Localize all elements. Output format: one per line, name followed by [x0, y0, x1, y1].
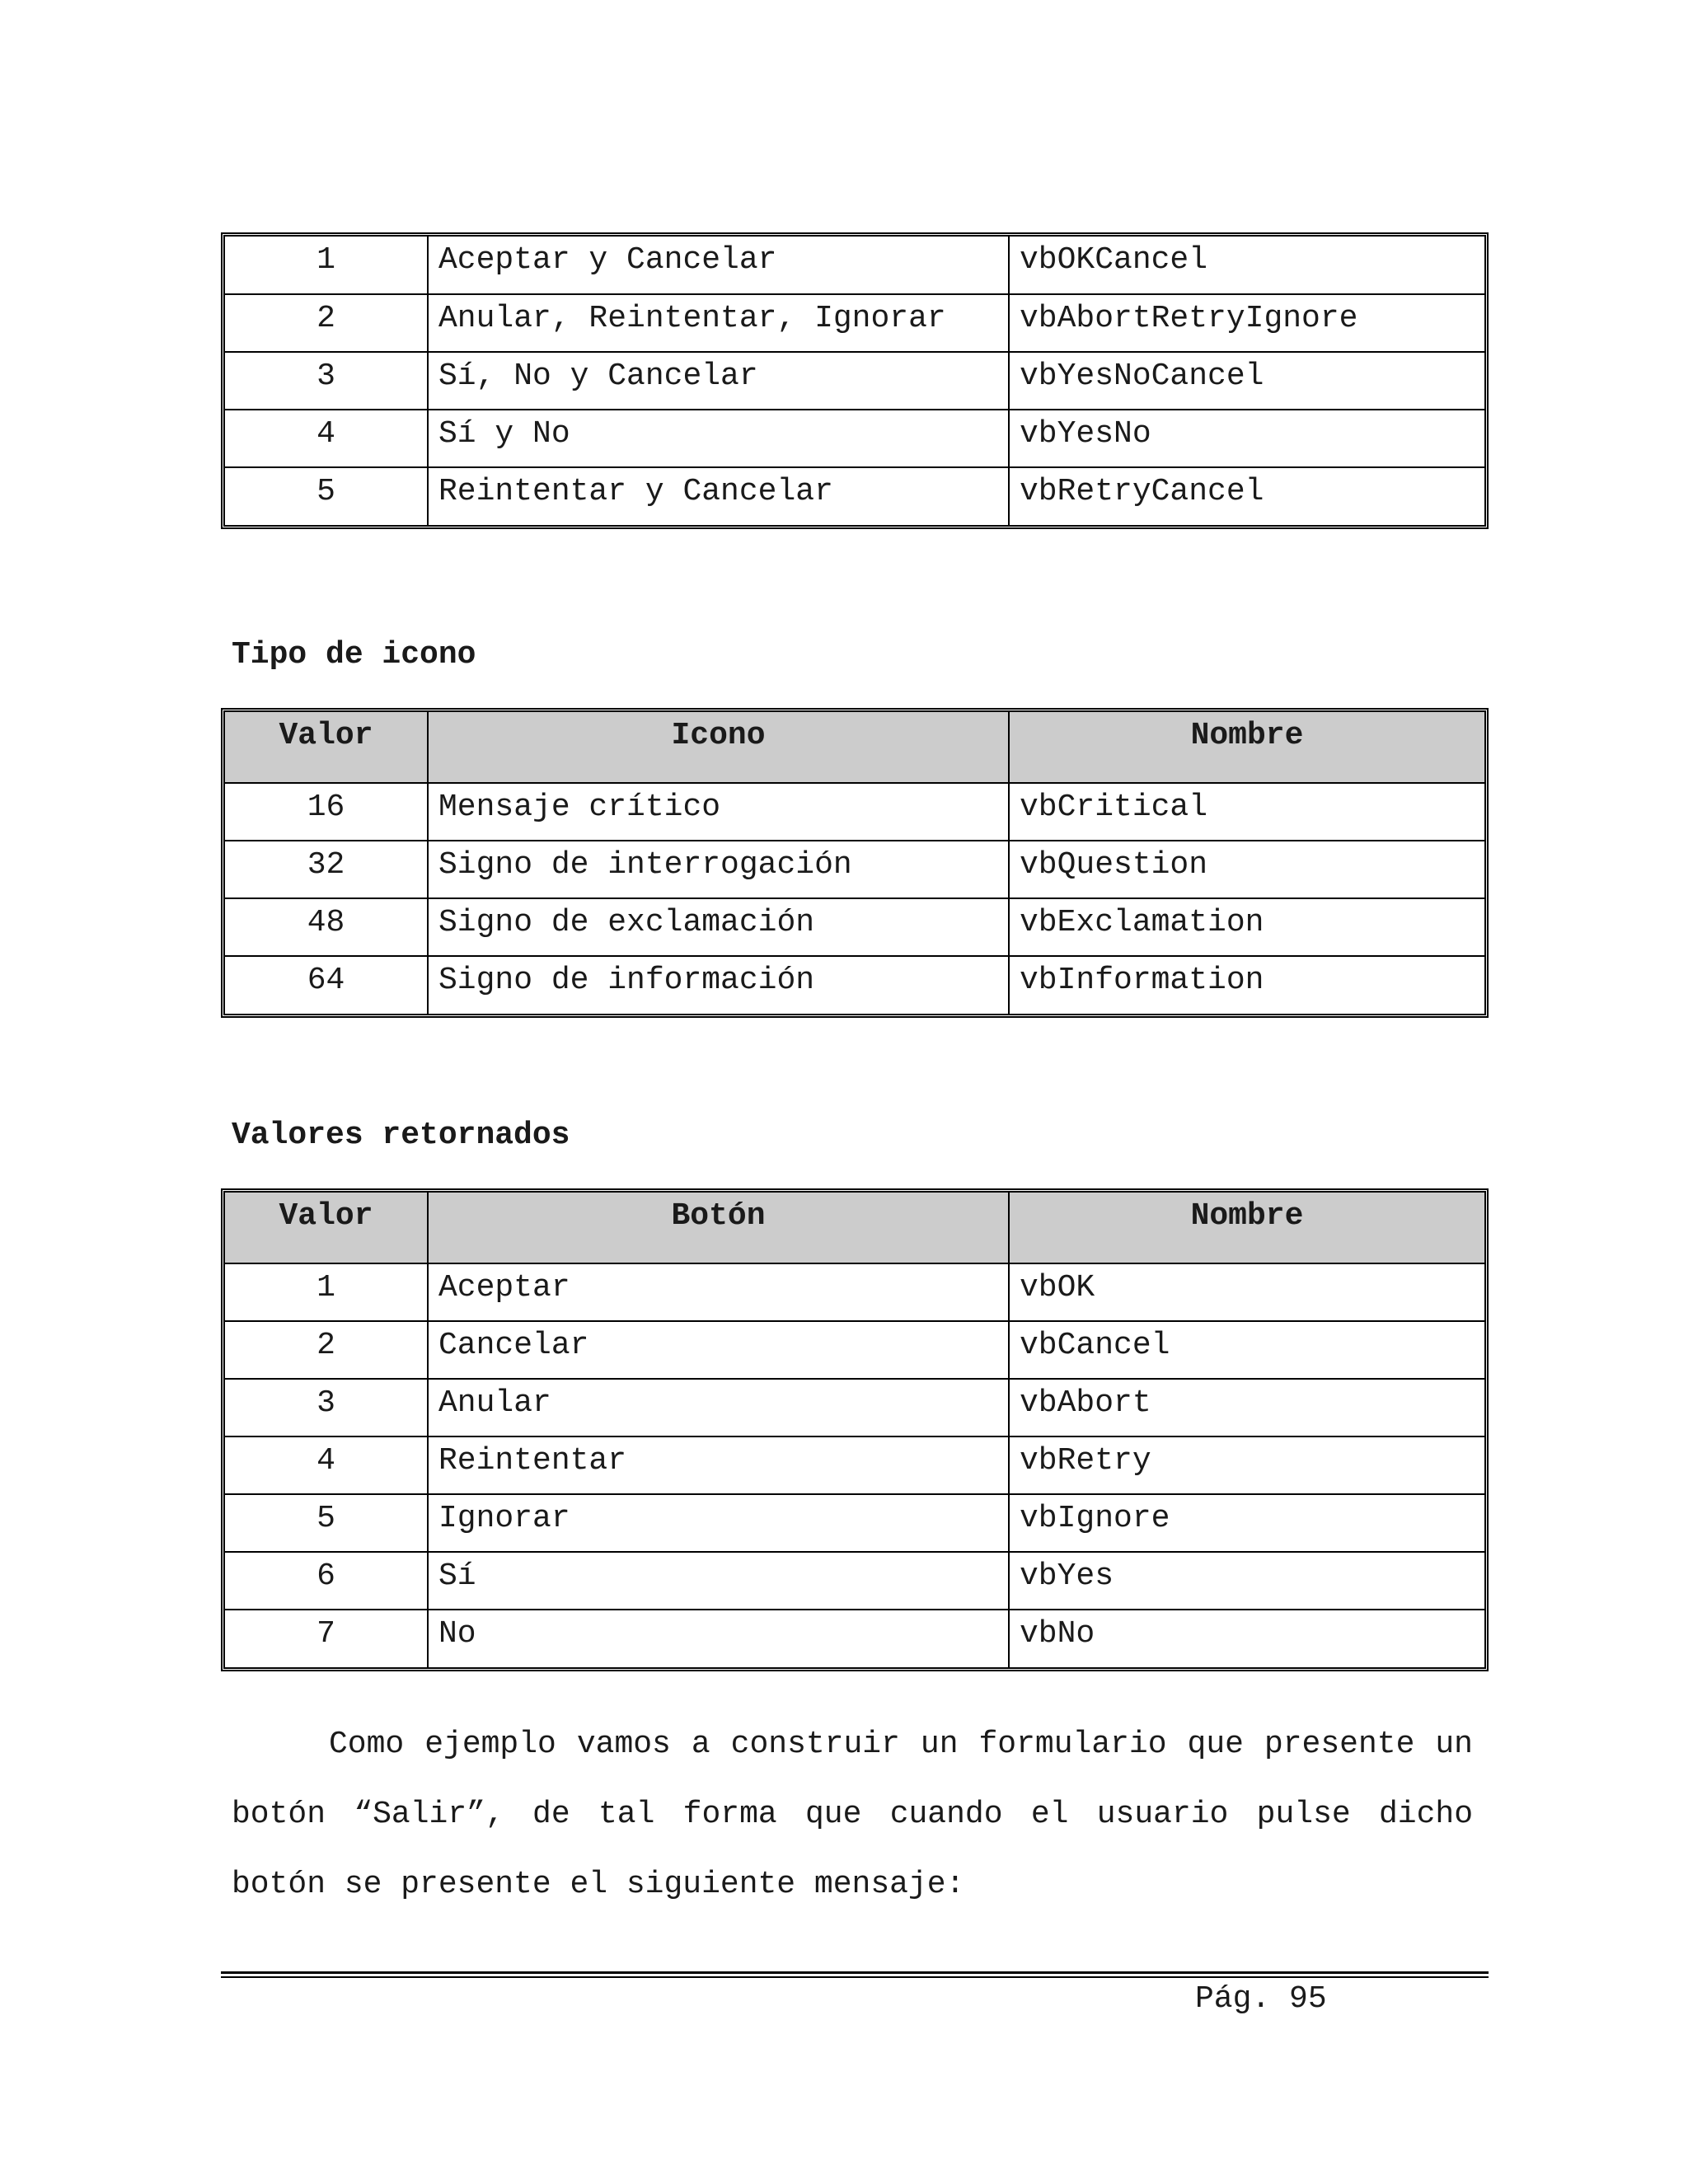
table-row	[225, 1610, 1484, 1667]
value-cell: 2	[225, 294, 428, 352]
constant-cell: vbOKCancel	[1009, 237, 1484, 294]
constant-cell: vbRetryCancel	[1009, 467, 1484, 525]
constant-cell: vbQuestion	[1009, 841, 1484, 898]
body-paragraph: Como ejemplo vamos a construir un formulario que presente un botón “Salir”, de tal forma que cuando el usuario pulse dicho botón se presente el siguiente mensaje:	[232, 1727, 1473, 1902]
value-cell: 1	[225, 237, 428, 294]
value-cell: 2	[225, 1321, 428, 1379]
value-cell: 32	[225, 841, 428, 898]
constant-cell: vbCancel	[1009, 1321, 1484, 1379]
table-row	[225, 1263, 1484, 1321]
constant-cell: vbOK	[1009, 1263, 1484, 1321]
table-row	[225, 467, 1484, 525]
value-cell: 3	[225, 1379, 428, 1436]
constant-cell: vbCritical	[1009, 783, 1484, 841]
icon-cell: Signo de interrogación	[428, 841, 1009, 898]
table-header-row	[225, 1193, 1484, 1263]
button-cell: Reintentar	[428, 1436, 1009, 1494]
buttons-table	[221, 232, 1489, 529]
buttons-cell: Reintentar y Cancelar	[428, 467, 1009, 525]
value-cell: 4	[225, 410, 428, 467]
constant-cell: vbIgnore	[1009, 1494, 1484, 1552]
icon-cell: Signo de información	[428, 956, 1009, 1014]
header-nombre: Nombre	[1009, 1193, 1484, 1263]
value-cell: 16	[225, 783, 428, 841]
icon-cell: Mensaje crítico	[428, 783, 1009, 841]
return-values-table	[221, 1188, 1489, 1671]
constant-cell: vbYes	[1009, 1552, 1484, 1610]
value-cell: 64	[225, 956, 428, 1014]
buttons-cell: Sí, No y Cancelar	[428, 352, 1009, 410]
header-boton: Botón	[428, 1193, 1009, 1263]
table-row	[225, 1321, 1484, 1379]
icon-type-heading: Tipo de icono	[232, 637, 476, 673]
table-row	[225, 783, 1484, 841]
table-header-row	[225, 712, 1484, 783]
header-nombre: Nombre	[1009, 712, 1484, 783]
constant-cell: vbExclamation	[1009, 898, 1484, 956]
button-cell: Ignorar	[428, 1494, 1009, 1552]
constant-cell: vbYesNo	[1009, 410, 1484, 467]
value-cell: 1	[225, 1263, 428, 1321]
table-row	[225, 956, 1484, 1014]
value-cell: 7	[225, 1610, 428, 1667]
buttons-cell: Anular, Reintentar, Ignorar	[428, 294, 1009, 352]
value-cell: 5	[225, 1494, 428, 1552]
table-row	[225, 294, 1484, 352]
value-cell: 5	[225, 467, 428, 525]
button-cell: Aceptar	[428, 1263, 1009, 1321]
button-cell: Cancelar	[428, 1321, 1009, 1379]
return-values-heading: Valores retornados	[232, 1118, 570, 1153]
table-row	[225, 1552, 1484, 1610]
table-row	[225, 841, 1484, 898]
value-cell: 3	[225, 352, 428, 410]
constant-cell: vbYesNoCancel	[1009, 352, 1484, 410]
constant-cell: vbAbortRetryIgnore	[1009, 294, 1484, 352]
buttons-cell: Sí y No	[428, 410, 1009, 467]
value-cell: 48	[225, 898, 428, 956]
constant-cell: vbAbort	[1009, 1379, 1484, 1436]
table-row	[225, 352, 1484, 410]
icon-type-table	[221, 708, 1489, 1018]
constant-cell: vbNo	[1009, 1610, 1484, 1667]
icon-cell: Signo de exclamación	[428, 898, 1009, 956]
buttons-cell: Aceptar y Cancelar	[428, 237, 1009, 294]
header-icono: Icono	[428, 712, 1009, 783]
table-row	[225, 410, 1484, 467]
button-cell: Sí	[428, 1552, 1009, 1610]
table-row	[225, 1494, 1484, 1552]
value-cell: 6	[225, 1552, 428, 1610]
footer-rule	[221, 1971, 1489, 1978]
table-row	[225, 1436, 1484, 1494]
header-valor: Valor	[225, 712, 428, 783]
table-row	[225, 237, 1484, 294]
constant-cell: vbRetry	[1009, 1436, 1484, 1494]
page-number: Pág. 95	[1195, 1981, 1327, 2017]
header-valor: Valor	[225, 1193, 428, 1263]
constant-cell: vbInformation	[1009, 956, 1484, 1014]
value-cell: 4	[225, 1436, 428, 1494]
table-row	[225, 898, 1484, 956]
button-cell: Anular	[428, 1379, 1009, 1436]
table-row	[225, 1379, 1484, 1436]
button-cell: No	[428, 1610, 1009, 1667]
